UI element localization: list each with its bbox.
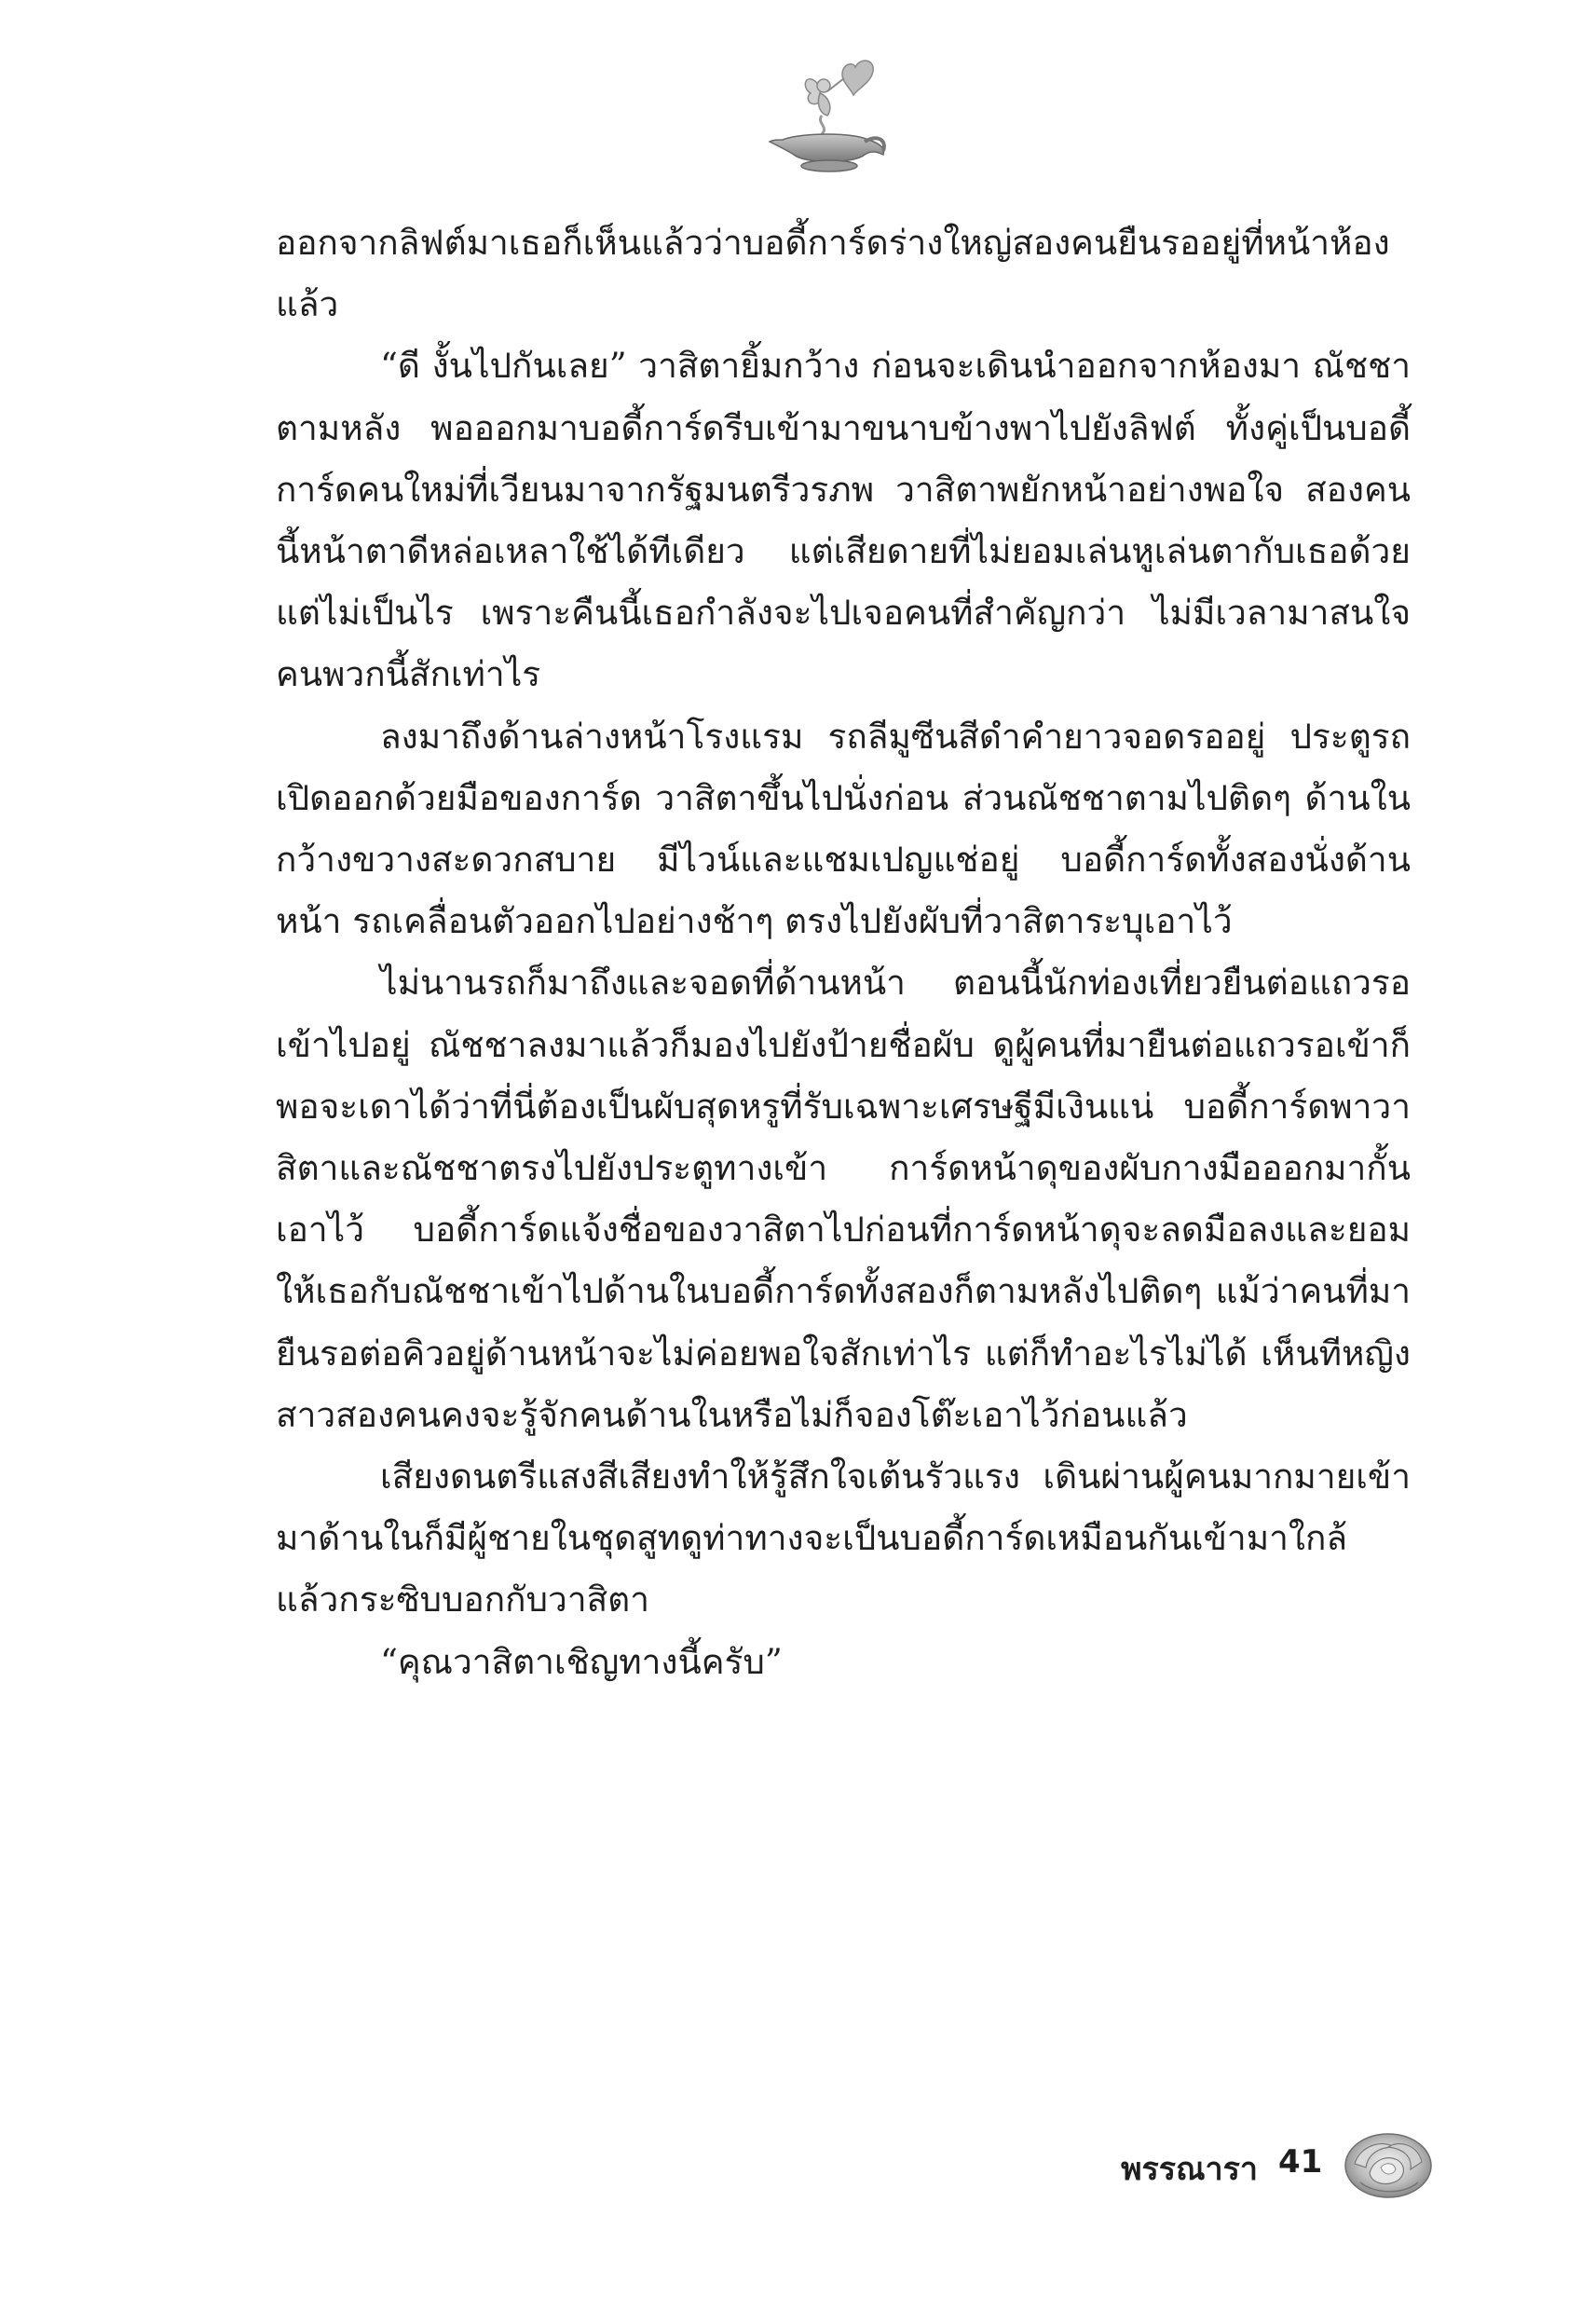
page-footer [1071, 2126, 1463, 2210]
cupid-genie-lamp-icon [764, 54, 894, 175]
paragraph-2: “ดี งั้นไปกันเลย” วาสิตายิ้มกว้าง ก่อนจะเดินนำออกจากห้องมา ณัชชาตามหลัง พอออกมาบอดี้การ์ดรีบเข้ามาขนาบข้างพาไปยังลิฟต์ ทั้งคู่เป็นบอดี้การ์ดคนใหม่ที่เวียนมาจากรัฐมนตรีวรภพ วาสิตาพยักหน้าอย่างพอใจ สองคนนี้หน้าตาดีหล่อเหลาใช้ได้ทีเดียว แต่เสียดายที่ไม่ยอมเล่นหูเล่นตากับเธอด้วย แต่ไม่เป็นไร เพราะคืนนี้เธอกำลังจะไปเจอคนที่สำคัญกว่า ไม่มีเวลามาสนใจคนพวกนี้สักเท่าไร [276, 346, 1411, 695]
paragraph-1: ออกจากลิฟต์มาเธอก็เห็นแล้วว่าบอดี้การ์ดร่างใหญ่สองคนยืนรออยู่ที่หน้าห้องแล้ว [276, 223, 1390, 325]
paragraph-3: ลงมาถึงด้านล่างหน้าโรงแรม รถลีมูซีนสีดำคำยาวจอดรออยู่ ประตูรถเปิดออกด้วยมือของการ์ด วาสิตาขึ้นไปนั่งก่อน ส่วนณัชชาตามไปติดๆ ด้านในกว้างขวางสะดวกสบาย มีไวน์และแชมเปญแช่อยู่ บอดี้การ์ดทั้งสองนั่งด้านหน้า รถเคลื่อนตัวออกไปอย่างช้าๆ ตรงไปยังผับที่วาสิตาระบุเอาไว้ [276, 716, 1411, 942]
rose-icon [1342, 2126, 1435, 2203]
book-title: พรรณารา [1121, 2151, 1258, 2188]
body-text [276, 212, 1411, 1693]
paragraph-5: เสียงดนตรีแสงสีเสียงทำให้รู้สึกใจเต้นรัวแรง เดินผ่านผู้คนมากมายเข้ามาด้านในก็มีผู้ชายในชุดสูทดูท่าทางจะเป็นบอดี้การ์ดเหมือนกันเข้ามาใกล้แล้วกระซิบบอกกับวาสิตา [276, 1456, 1411, 1620]
paragraph-6: “คุณวาสิตาเชิญทางนี้ครับ” [380, 1641, 783, 1682]
page-number: 41 [1278, 2143, 1323, 2181]
paragraph-4: ไม่นานรถก็มาถึงและจอดที่ด้านหน้า ตอนนี้นักท่องเที่ยวยืนต่อแถวรอเข้าไปอยู่ ณัชชาลงมาแล้วก็มองไปยังป้ายชื่อผับ ดูผู้คนที่มายืนต่อแถวรอเข้าก็พอจะเดาได้ว่าที่นี่ต้องเป็นผับสุดหรูที่รับเฉพาะเศรษฐีมีเงินแน่ บอดี้การ์ดพาวาสิตาและณัชชาตรงไปยังประตูทางเข้า การ์ดหน้าดุของผับกางมือออกมากั้นเอาไว้ บอดี้การ์ดแจ้งชื่อของวาสิตาไปก่อนที่การ์ดหน้าดุจะลดมือลงและยอมให้เธอกับณัชชาเข้าไปด้านในบอดี้การ์ดทั้งสองก็ตามหลังไปติดๆ แม้ว่าคนที่มายืนรอต่อคิวอยู่ด้านหน้าจะไม่ค่อยพอใจสักเท่าไร แต่ก็ทำอะไรไม่ได้ เห็นทีหญิงสาวสองคนคงจะรู้จักคนด้านในหรือไม่ก็จองโต๊ะเอาไว้ก่อนแล้ว [276, 963, 1411, 1435]
